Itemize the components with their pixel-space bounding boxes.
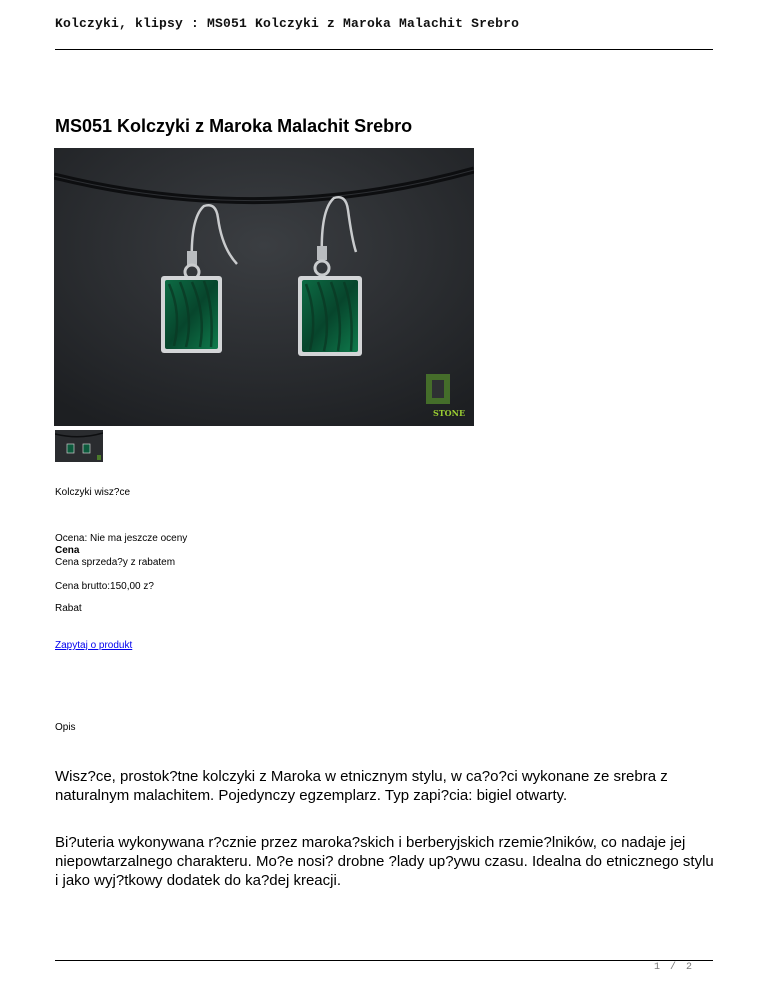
description-paragraph: Bi?uteria wykonywana r?cznie przez maroka?skich i berberyjskich rzemie?lników, co nadaje jej niepowtarzalnego charakteru. Mo?e nosi? drobne ?lady up?ywu czasu. Idealna do etnicznego stylu i jako wyj?tkowy dodatek do ka?dej kreacji. (55, 834, 714, 889)
description-heading: Opis (55, 722, 76, 733)
discount-label: Rabat (55, 603, 82, 614)
footer-divider (55, 960, 713, 961)
gross-price: Cena brutto:150,00 z? (55, 581, 154, 592)
header-divider (55, 49, 713, 50)
description-paragraph: Wisz?ce, prostok?tne kolczyki z Maroka w etnicznym stylu, w ca?o?ci wykonane ze srebra z naturalnym malachitem. Pojedynczy egzemplarz. Typ zapi?cia: bigiel otwarty. (55, 768, 668, 804)
product-thumbnail[interactable] (55, 430, 103, 462)
product-category: Kolczyki wisz?ce (55, 487, 131, 498)
page-header-title: Kolczyki, klipsy : MS051 Kolczyki z Maroka Malachit Srebro (55, 16, 520, 31)
product-image (54, 148, 474, 426)
brand-logo-text: STONE (432, 408, 466, 418)
page-number: 1 / 2 (653, 962, 694, 973)
price-heading: Cena (55, 545, 80, 556)
product-title: MS051 Kolczyki z Maroka Malachit Srebro (55, 116, 413, 136)
price-type-label: Cena sprzeda?y z rabatem (55, 557, 176, 568)
ask-about-product-link[interactable]: Zapytaj o produkt (55, 640, 133, 651)
rating-text: Ocena: Nie ma jeszcze oceny (55, 533, 188, 544)
